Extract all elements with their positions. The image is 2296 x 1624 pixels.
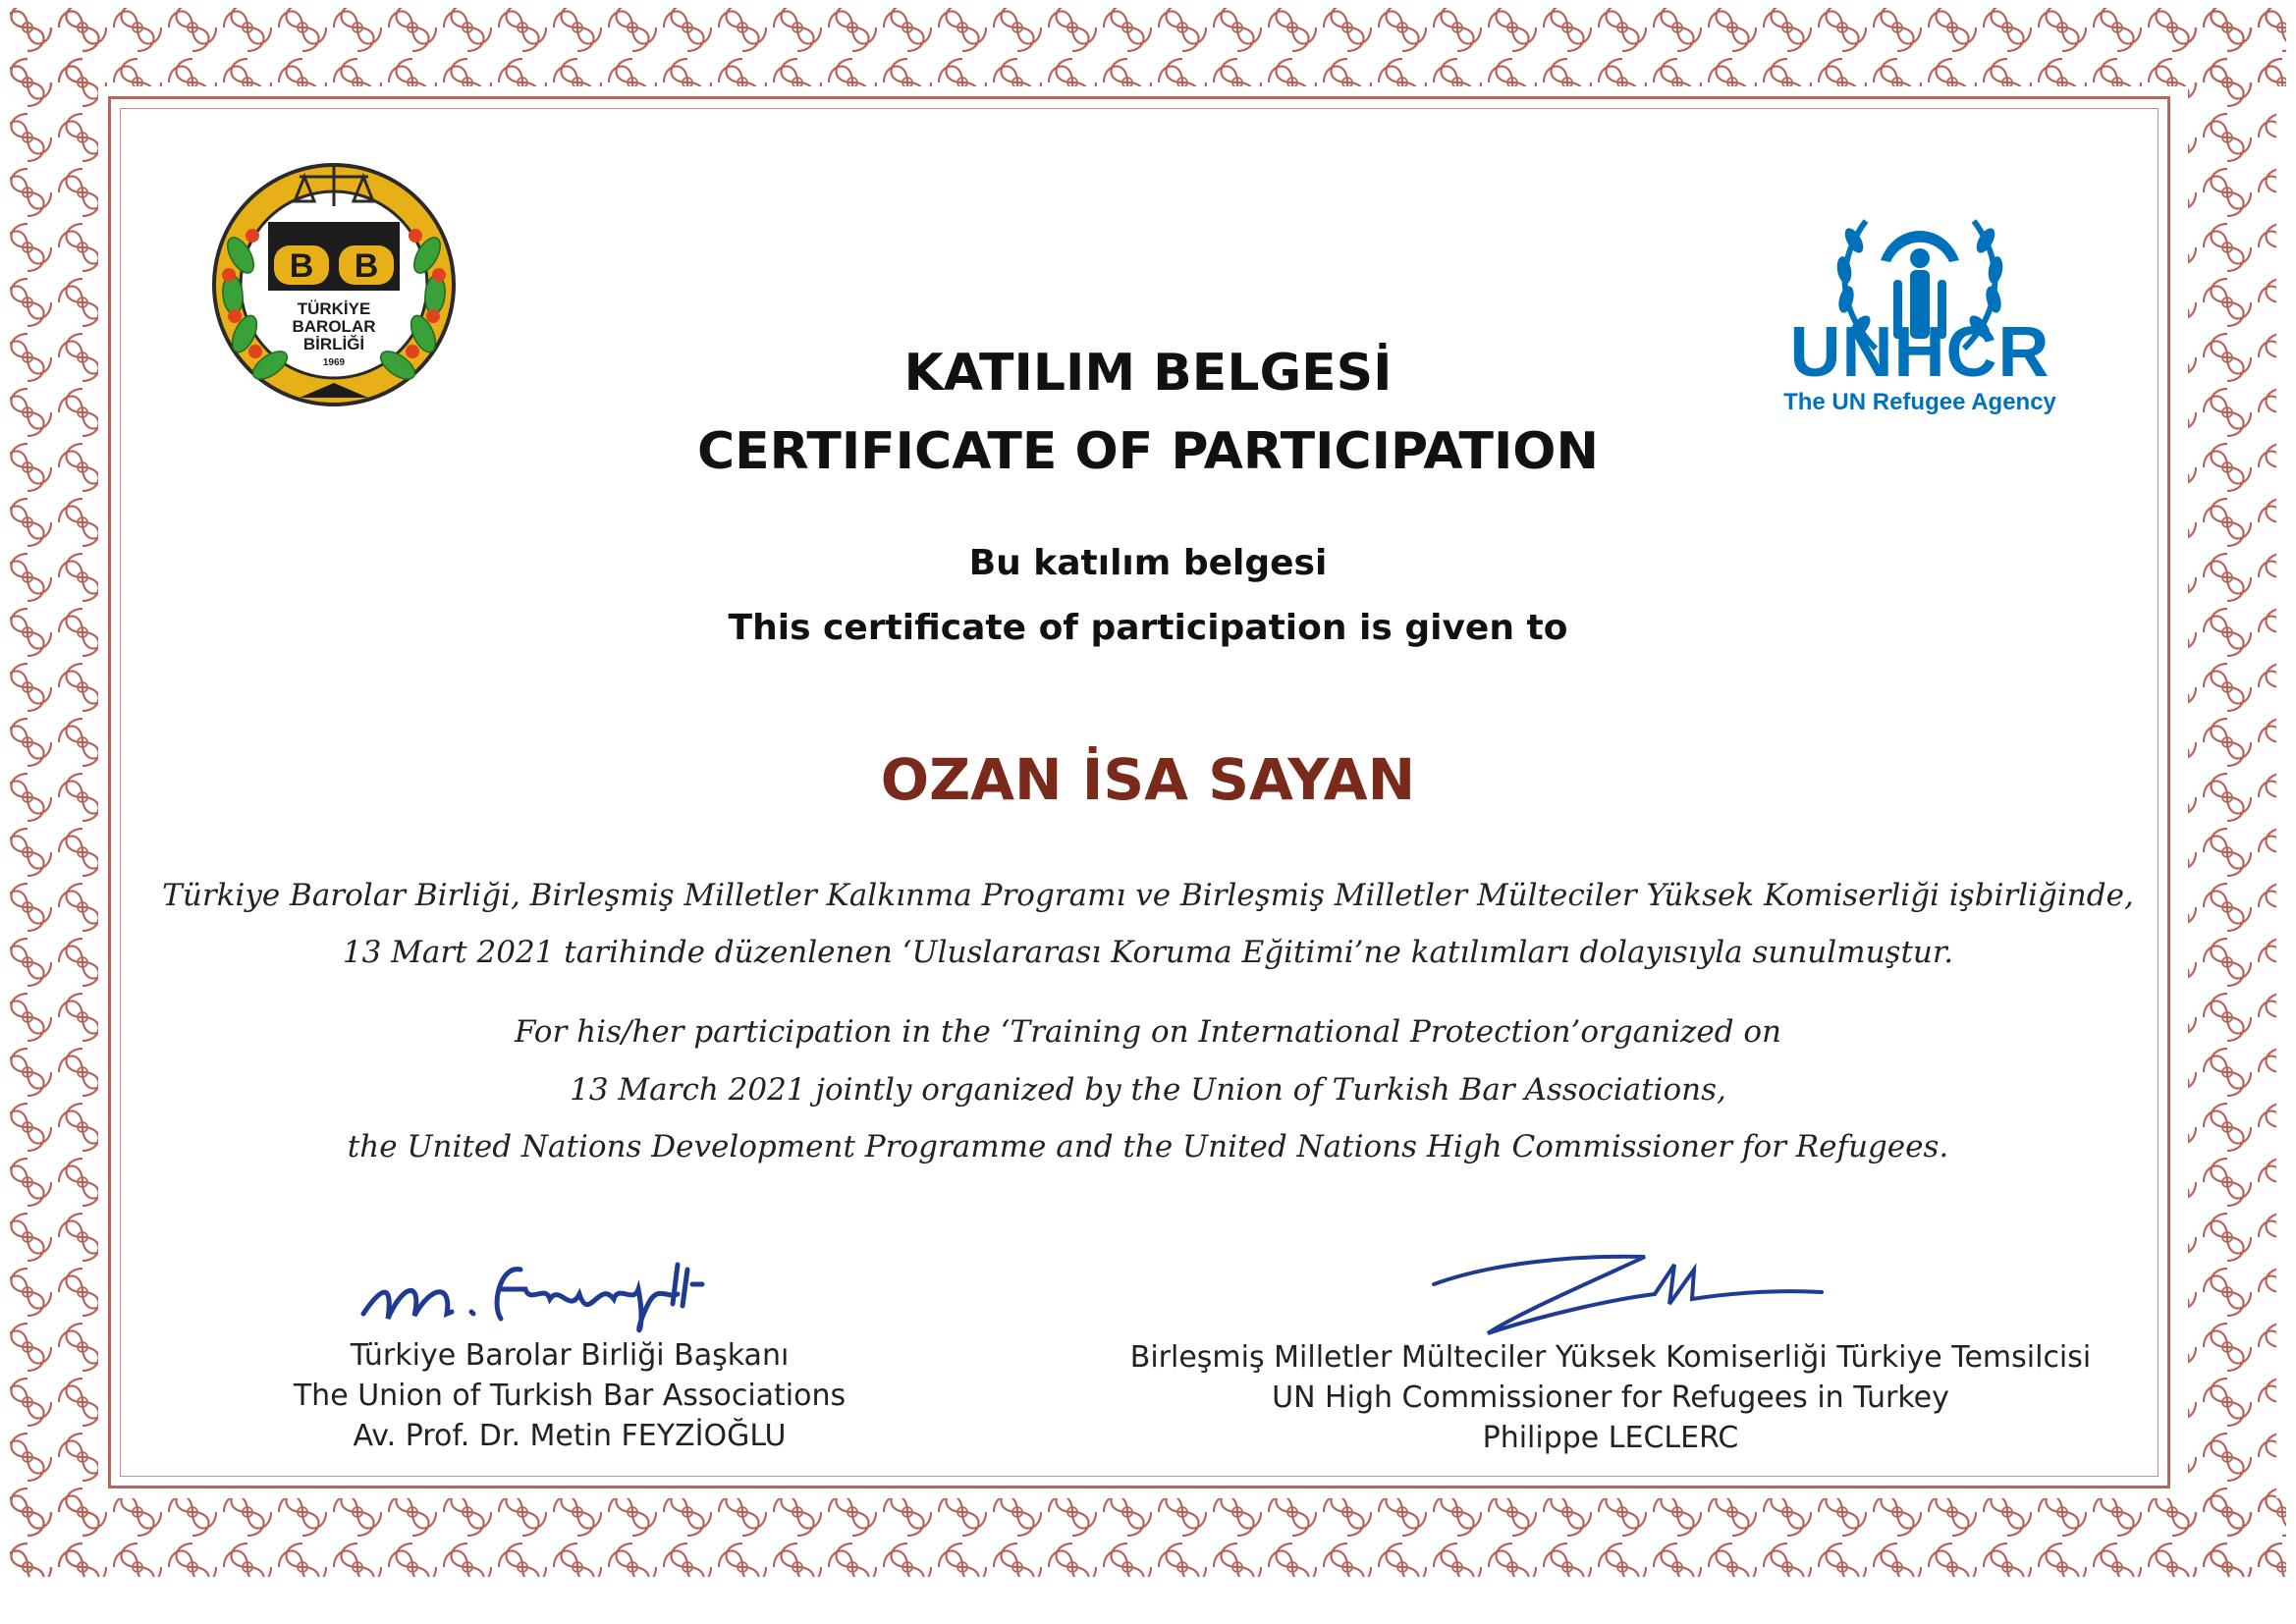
signatory-right-role-en: UN High Commissioner for Refugees in Turkey — [1272, 1380, 1949, 1415]
body-english-line-2: 13 March 2021 jointly organized by the Union of Turkish Bar Associations, — [570, 1072, 1726, 1108]
title-turkish: KATILIM BELGESİ — [903, 344, 1393, 403]
tbb-logo-year: 1969 — [322, 357, 346, 368]
tbb-logo-line3: BİRLİĞİ — [302, 335, 365, 353]
intro-turkish: Bu katılım belgesi — [968, 543, 1328, 583]
unhcr-wordmark: UNHCR — [1789, 313, 2050, 392]
signatory-left-role-en: The Union of Turkish Bar Associations — [293, 1379, 847, 1413]
body-turkish-line-2: 13 Mart 2021 tarihinde düzenlenen ‘Uluslararası Koruma Eğitimi’ne katılımları dolayısıyla sunulmuştur. — [342, 935, 1954, 970]
svg-text:B: B — [354, 247, 379, 285]
signatory-left-role-tr: Türkiye Barolar Birliği Başkanı — [350, 1338, 790, 1373]
title-english: CERTIFICATE OF PARTICIPATION — [696, 422, 1600, 481]
signatory-left — [255, 1335, 884, 1456]
signature-right — [1429, 1245, 1841, 1343]
tbb-logo-line1: TÜRKİYE — [297, 299, 371, 318]
body-english-line-3: the United Nations Development Programme and the United Nations High Commissioner for Refugees. — [347, 1129, 1949, 1164]
intro-english: This certificate of participation is given to — [728, 608, 1568, 648]
body-english-line-1: For his/her participation in the ‘Training on International Protection’organized on — [514, 1014, 1782, 1050]
unhcr-subtitle: The UN Refugee Agency — [1783, 389, 2056, 415]
recipient-name: OZAN İSA SAYAN — [880, 746, 1416, 813]
signatory-right-role-tr: Birleşmiş Milletler Mülteciler Yüksek Komiserliği Türkiye Temsilcisi — [1129, 1340, 2092, 1375]
signatory-right-name: Philippe LECLERC — [1482, 1421, 1739, 1455]
signatory-left-name: Av. Prof. Dr. Metin FEYZİOĞLU — [353, 1419, 787, 1453]
tbb-logo-line2: BAROLAR — [292, 317, 376, 336]
svg-text:B: B — [289, 247, 314, 285]
body-turkish-line-1: Türkiye Barolar Birliği, Birleşmiş Milletler Kalkınma Programı ve Birleşmiş Milletler Mülteciler Yüksek Komiserliği işbirliğinde, — [162, 878, 2134, 913]
signatory-right — [1120, 1337, 2102, 1458]
